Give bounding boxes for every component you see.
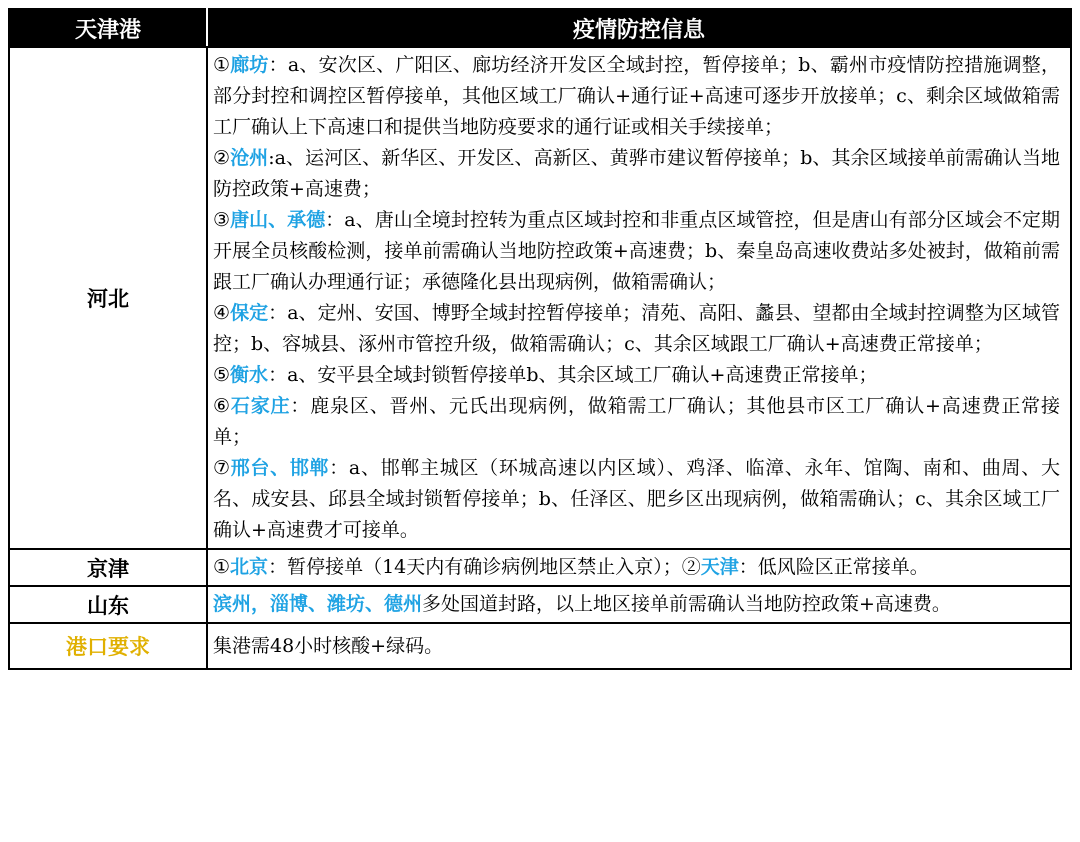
- item-number: ②: [213, 147, 231, 169]
- table-row: [9, 549, 1071, 586]
- table-row: [9, 623, 1071, 669]
- table-header: [9, 9, 1071, 47]
- item-number: ③: [213, 209, 231, 231]
- item-text: ：a、唐山全境封控转为重点区域封控和非重点区域管控，但是唐山有部分区域会不定期开展全员核酸检测，接单前需确认当地防控政策+高速费；b、秦皇岛高速收费站多处被封，做箱前需跟工厂确认办理通行证；承德隆化县出现病例，做箱需确认；: [213, 209, 1060, 293]
- place-name: 廊坊: [230, 54, 269, 76]
- info-jingjin: [207, 549, 1071, 586]
- item-text: 多处国道封路，以上地区接单前需确认当地防控政策+高速费。: [422, 593, 951, 615]
- place-name: 天津: [700, 556, 739, 578]
- place-name: 保定: [230, 302, 269, 324]
- region-shandong: 山东: [9, 586, 207, 623]
- list-item: [213, 453, 1060, 546]
- list-item: [213, 205, 1060, 298]
- region-jingjin: 京津: [9, 549, 207, 586]
- info-shandong: [207, 586, 1071, 623]
- item-number: ①: [213, 54, 231, 76]
- place-name: 滨州，淄博、潍坊、德州: [213, 593, 423, 615]
- item-text: :a、运河区、新华区、开发区、高新区、黄骅市建议暂停接单；b、其余区域接单前需确认当地防控政策+高速费；: [213, 147, 1060, 200]
- list-item: [213, 391, 1060, 453]
- list-item: [213, 360, 1060, 391]
- item-text: ：a、定州、安国、博野全域封控暂停接单；清苑、高阳、蠡县、望都由全域封控调整为区域管控；b、容城县、涿州市管控升级，做箱需确认；c、其余区域跟工厂确认+高速费正常接单；: [213, 302, 1060, 355]
- item-text: ：低风险区正常接单。: [738, 556, 929, 578]
- place-name: 石家庄: [230, 395, 291, 417]
- region-port-requirement: 港口要求: [9, 623, 207, 669]
- epidemic-info-table: [8, 8, 1072, 670]
- place-name: 北京: [230, 556, 269, 578]
- header-port: 天津港: [9, 9, 207, 47]
- list-item: [213, 298, 1060, 360]
- item-number: ⑥: [213, 395, 231, 417]
- item-number: ②: [681, 556, 701, 578]
- item-number: ①: [213, 556, 231, 578]
- item-text: ：a、邯郸主城区（环城高速以内区域）、鸡泽、临漳、永年、馆陶、南和、曲周、大名、成安县、邱县全域封锁暂停接单；b、任泽区、肥乡区出现病例，做箱需确认；c、其余区域工厂确认+高速费才可接单。: [213, 457, 1060, 541]
- region-hebei: 河北: [9, 47, 207, 549]
- place-name: 沧州: [230, 147, 269, 169]
- table-row: [9, 586, 1071, 623]
- item-text: ：鹿泉区、晋州、元氏出现病例，做箱需工厂确认；其他县市区工厂确认+高速费正常接单；: [213, 395, 1060, 448]
- item-number: ⑤: [213, 364, 231, 386]
- list-item: [213, 50, 1060, 143]
- info-hebei: [207, 47, 1071, 549]
- place-name: 衡水: [230, 364, 269, 386]
- item-text: ：a、安次区、广阳区、廊坊经济开发区全域封控，暂停接单；b、霸州市疫情防控措施调整，部分封控和调控区暂停接单，其他区域工厂确认+通行证+高速可逐步开放接单；c、剩余区域做箱需工厂确认上下高速口和提供当地防疫要求的通行证或相关手续接单；: [213, 54, 1060, 138]
- header-info: 疫情防控信息: [207, 9, 1071, 47]
- table-row: [9, 47, 1071, 549]
- list-item: [213, 143, 1060, 205]
- place-name: 唐山、承德: [230, 209, 326, 231]
- item-number: ⑦: [213, 457, 231, 479]
- item-text: ：a、安平县全域封锁暂停接单b、其余区域工厂确认+高速费正常接单；: [268, 364, 878, 386]
- place-name: 邢台、邯郸: [230, 457, 330, 479]
- item-text: ：暂停接单（14天内有确诊病例地区禁止入京）；: [268, 556, 682, 578]
- info-port-requirement: [207, 623, 1071, 669]
- item-number: ④: [213, 302, 231, 324]
- item-text: 集港需48小时核酸+绿码。: [213, 634, 444, 657]
